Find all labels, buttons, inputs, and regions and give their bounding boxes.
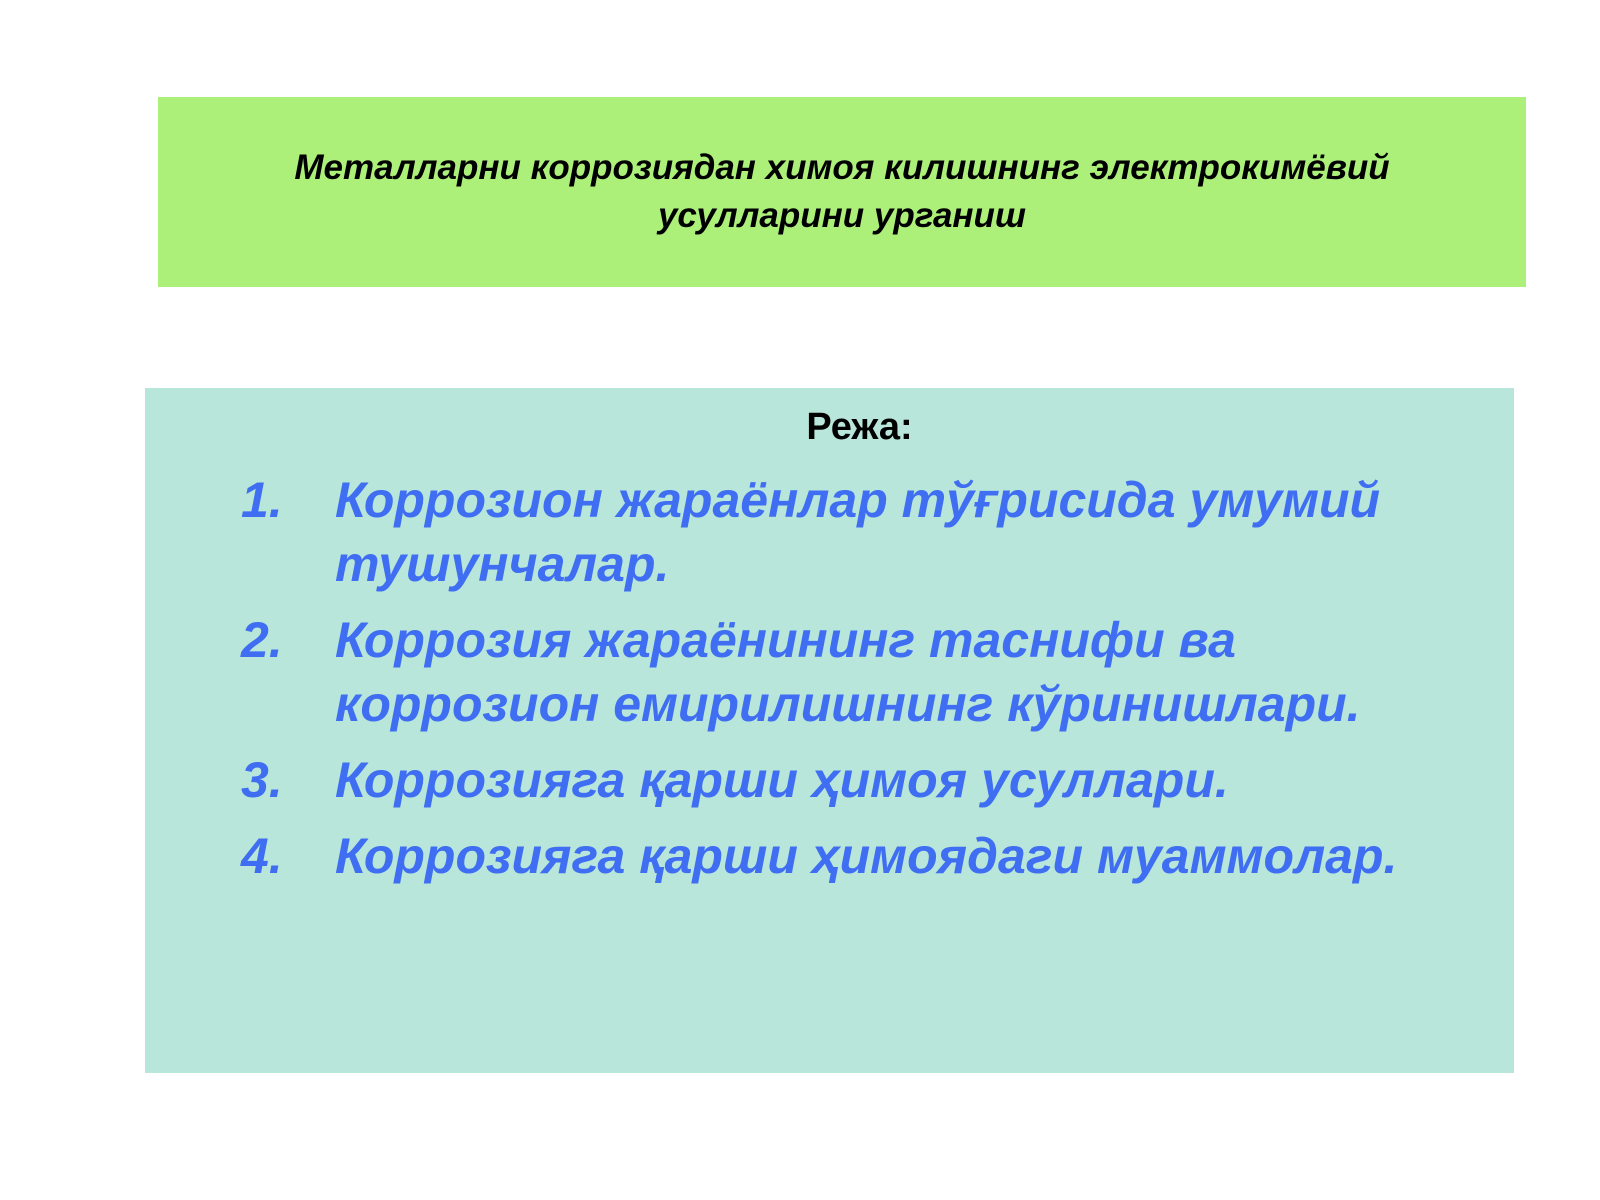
plan-item-text: Коррозион жараёнлар тўғрисида умумий тушунчалар. (335, 472, 1381, 592)
plan-heading: Режа: (806, 406, 913, 448)
slide-title: Металларни коррозиядан химоя килишнинг электрокимёвий усулларини урганиш (294, 148, 1390, 235)
plan-list (241, 468, 1491, 900)
plan-item (241, 468, 1491, 596)
plan-item (241, 608, 1491, 736)
plan-panel (145, 388, 1514, 1073)
plan-item (241, 824, 1491, 888)
plan-item-text: Коррозияга қарши ҳимоядаги муаммолар. (335, 828, 1398, 884)
plan-item-number: 4. (241, 828, 283, 884)
plan-item (241, 748, 1491, 812)
plan-item-text: Коррозия жараёнининг таснифи ва коррозион емирилишнинг кўринишлари. (335, 612, 1361, 732)
plan-item-number: 1. (241, 472, 283, 528)
plan-item-number: 2. (241, 612, 283, 668)
plan-item-number: 3. (241, 752, 283, 808)
title-banner (158, 97, 1526, 287)
plan-item-text: Коррозияга қарши ҳимоя усуллари. (335, 752, 1229, 808)
